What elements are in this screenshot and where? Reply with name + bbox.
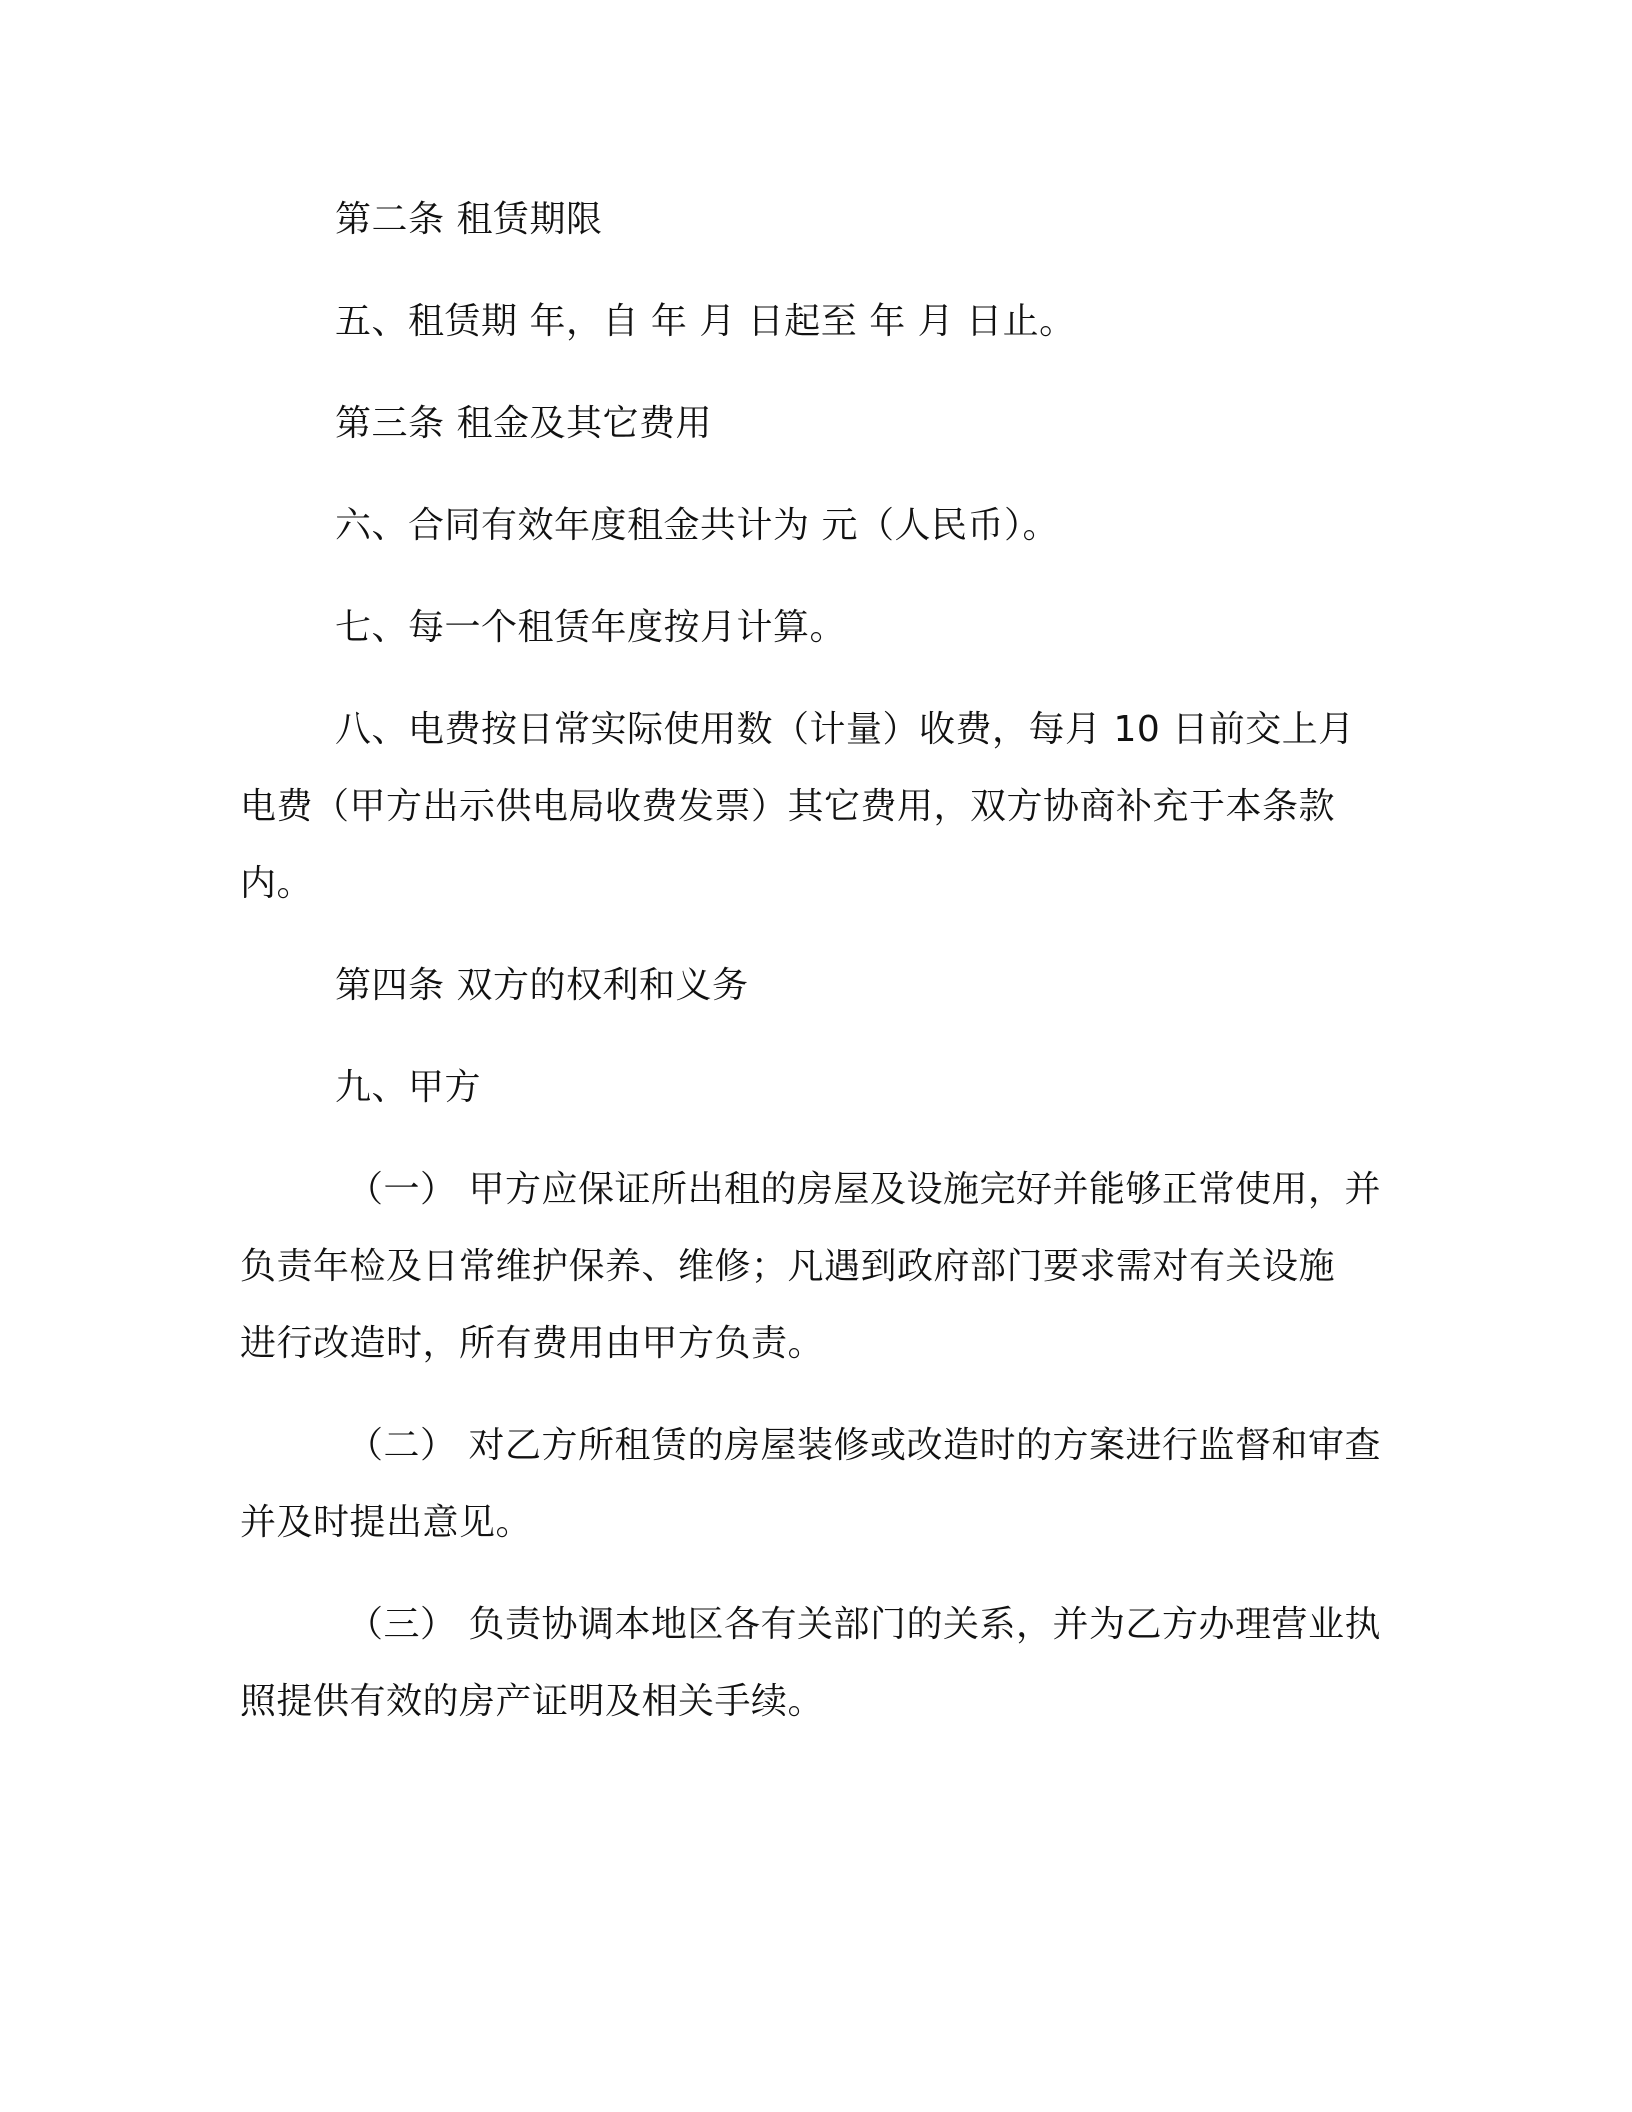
item-6-text: 六、合同有效年度租金共计为 元（人民币）。: [335, 505, 1059, 546]
item-7-text: 七、每一个租赁年度按月计算。: [335, 607, 847, 648]
article-3-heading: 第三条 租金及其它费用: [335, 403, 712, 444]
item-5-text: 五、租赁期 年，自 年 月 日起至 年 月 日止。: [335, 301, 1076, 342]
item-8-line-3: 内。: [240, 863, 314, 904]
subitem-3-line-1: （三） 负责协调本地区各有关部门的关系，并为乙方办理营业执: [347, 1604, 1381, 1645]
article-4-heading: 第四条 双方的权利和义务: [335, 965, 749, 1006]
subitem-2-line-1: （二） 对乙方所租赁的房屋装修或改造时的方案进行监督和审查: [347, 1425, 1381, 1466]
item-9-text: 九、甲方: [335, 1067, 482, 1108]
subitem-1-line-1: （一） 甲方应保证所出租的房屋及设施完好并能够正常使用，并: [347, 1169, 1381, 1210]
subitem-2-line-2: 并及时提出意见。: [240, 1502, 533, 1543]
subitem-3-line-2: 照提供有效的房产证明及相关手续。: [240, 1681, 825, 1722]
item-8-line-2: 电费（甲方出示供电局收费发票）其它费用，双方协商补充于本条款: [240, 786, 1336, 827]
item-8-line-1: 八、电费按日常实际使用数（计量）收费，每月 10 日前交上月: [335, 709, 1355, 750]
article-2-heading: 第二条 租赁期限: [335, 199, 603, 240]
subitem-1-line-2: 负责年检及日常维护保养、维修；凡遇到政府部门要求需对有关设施: [240, 1246, 1336, 1287]
subitem-1-line-3: 进行改造时，所有费用由甲方负责。: [240, 1323, 825, 1364]
